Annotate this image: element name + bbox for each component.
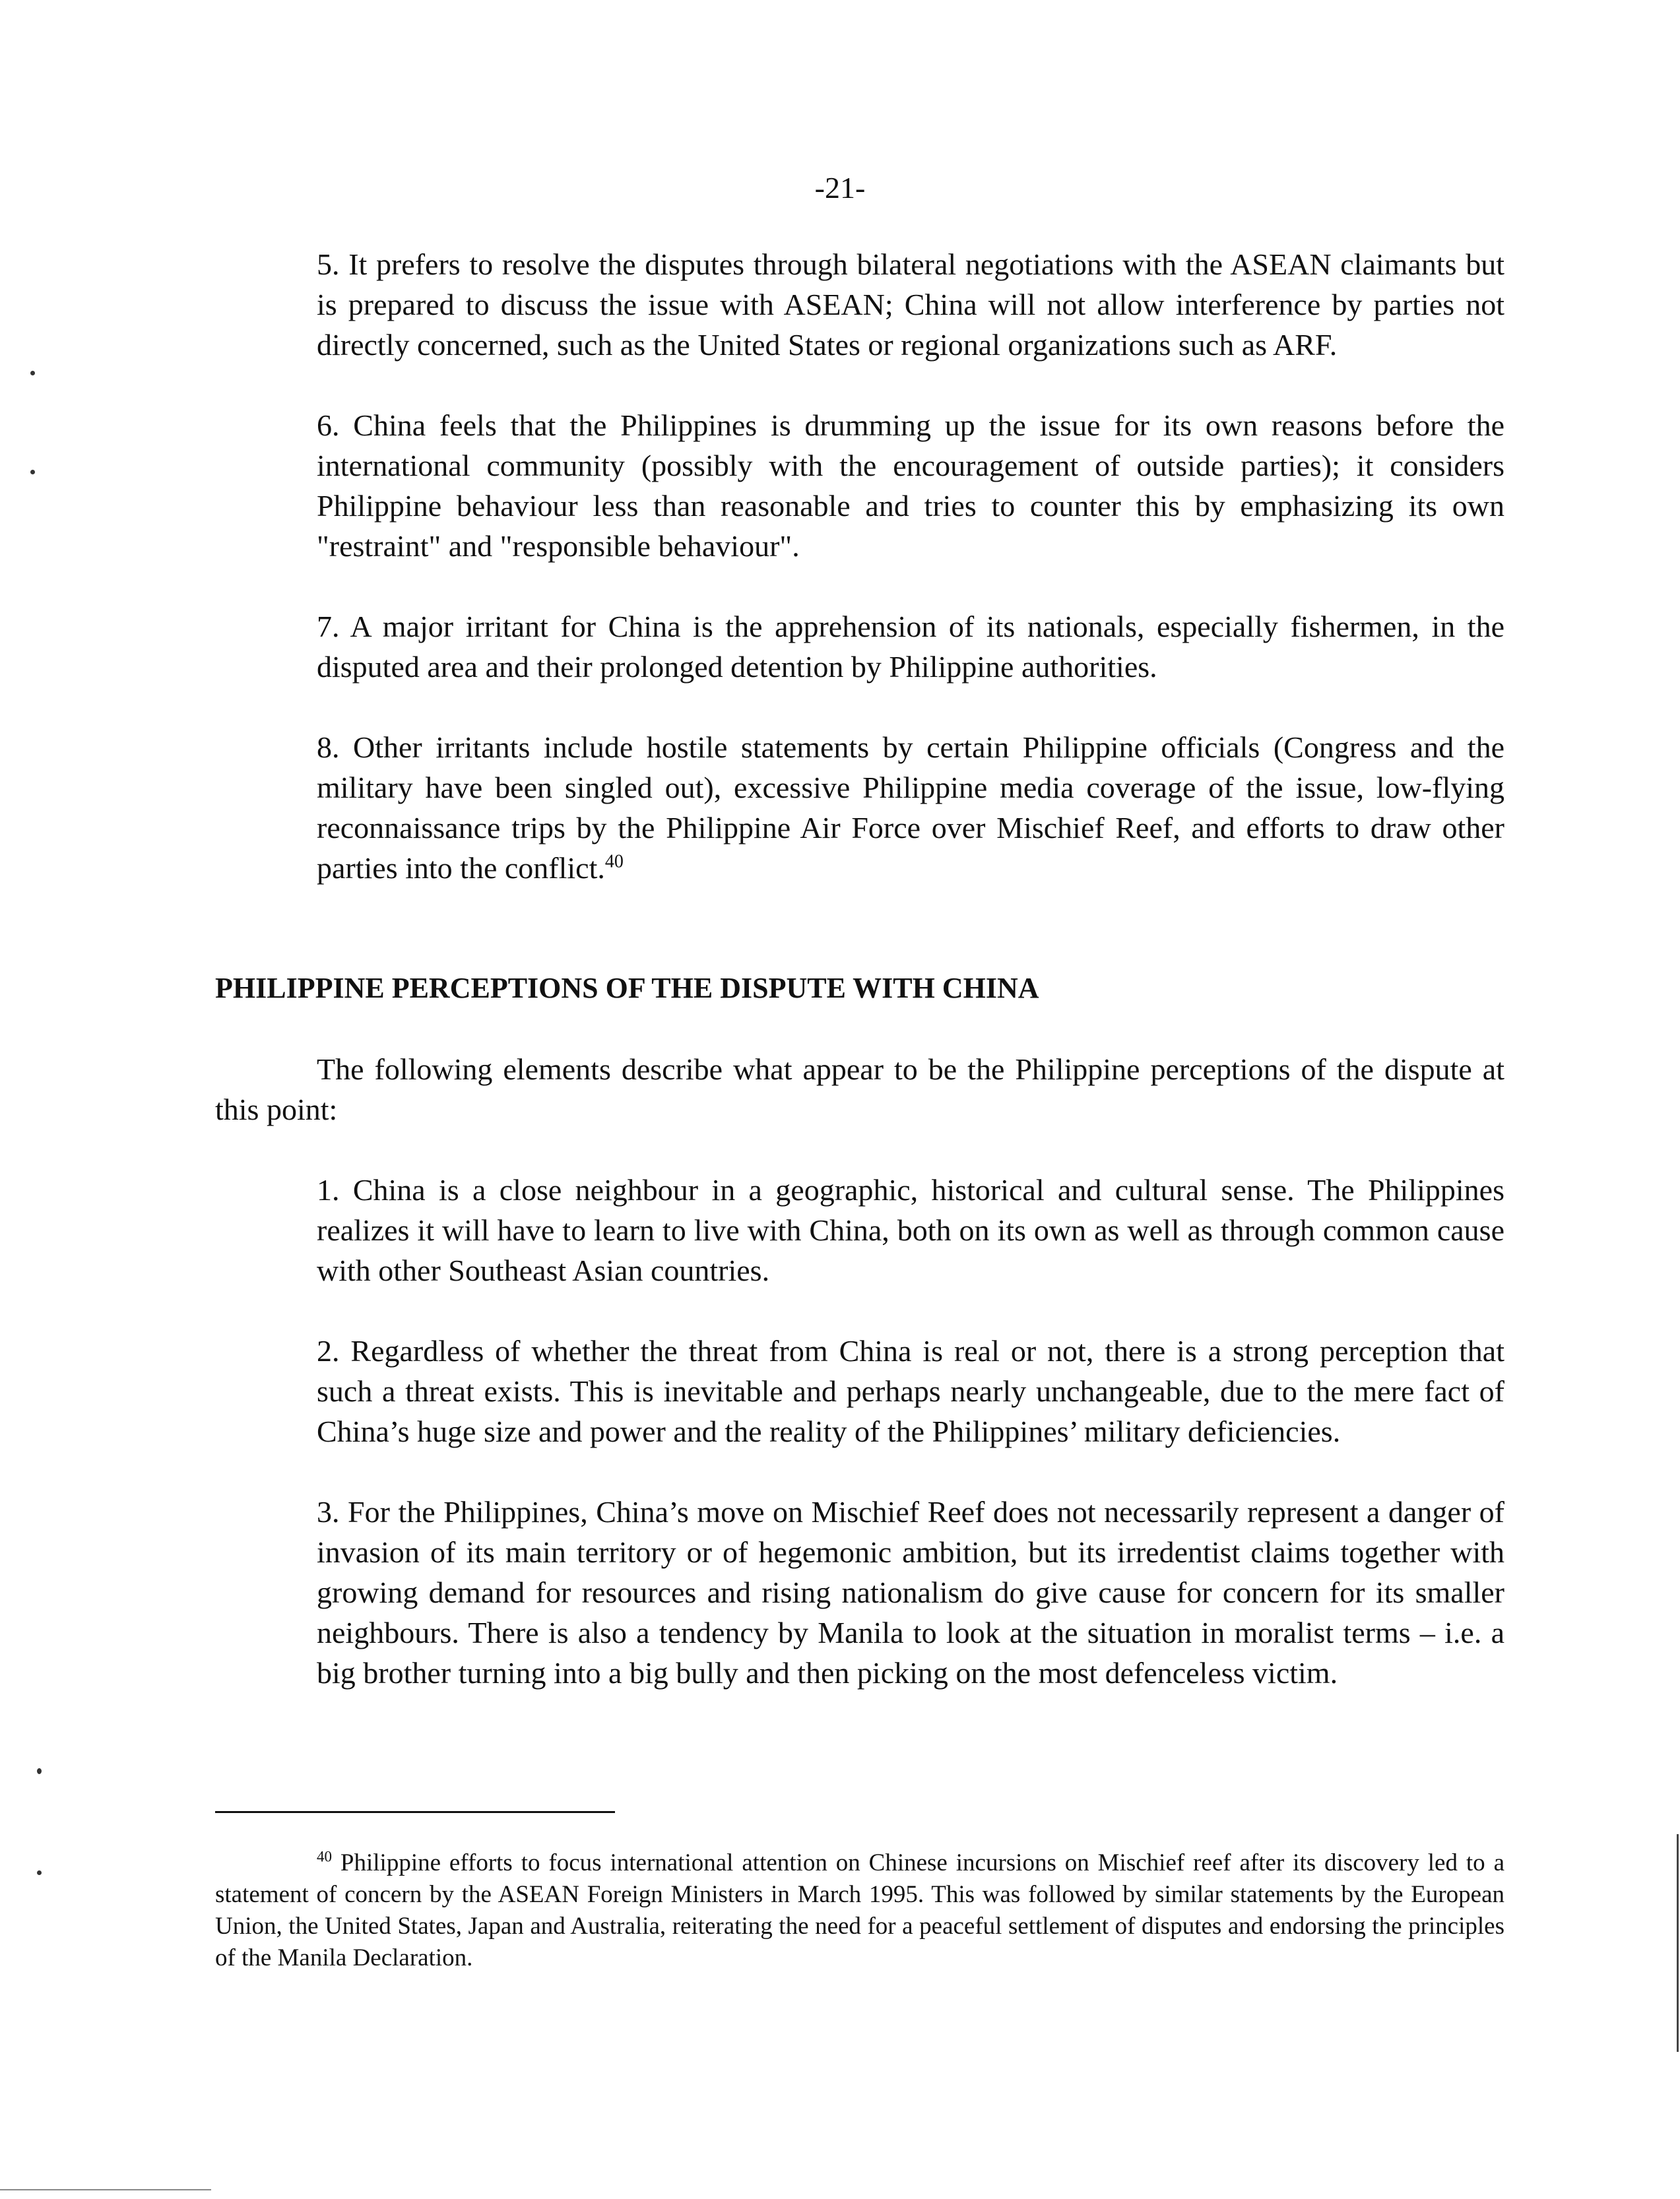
paragraph-item-7 <box>317 606 1504 687</box>
footnote-separator <box>215 1811 615 1813</box>
paragraph-text: 3. For the Philippines, China’s move on Mischief Reef does not necessarily represent a danger of invasion of its main territory or of hegemonic ambition, but its irredentist claims together with growing demand for resources and rising nationalism do give cause for concern for its smaller neighbours. There is also a tendency by Manila to look at the situation in moralist terms – i.e. a big brother turning into a big bully and then picking on the most defenceless victim. <box>317 1495 1504 1690</box>
paragraph-text: 2. Regardless of whether the threat from China is real or not, there is a strong perception that such a threat exists. This is inevitable and perhaps nearly unchangeable, due to the mere fact of China’s huge size and power and the reality of the Philippines’ military deficiencies. <box>317 1334 1504 1448</box>
paragraph-item-3 <box>317 1492 1504 1693</box>
paragraph-item-6 <box>317 405 1504 566</box>
paragraph-text: 7. A major irritant for China is the apprehension of its nationals, especially fishermen, in the disputed area and their prolonged detention by Philippine authorities. <box>317 610 1504 684</box>
scan-edge-line <box>0 2189 211 2190</box>
paragraph-item-2 <box>317 1331 1504 1451</box>
scan-edge-line <box>1677 1834 1679 2052</box>
paragraph-text: 6. China feels that the Philippines is drumming up the issue for its own reasons before the international community (possibly with the encouragement of outside parties); it considers Philippine behaviour less than reasonable and tries to counter this by emphasizing its own "restraint" and "responsible behaviour". <box>317 408 1504 563</box>
page-number: -21- <box>814 171 866 205</box>
paragraph-item-5 <box>317 244 1504 365</box>
paragraph-text: 8. Other irritants include hostile statements by certain Philippine officials (Congress and the military have been singled out), excessive Philippine media coverage of the issue, low-flying reconnaissance trips by the Philippine Air Force over Mischief Reef, and efforts to draw other parties into the conflict. <box>317 730 1504 885</box>
scan-speck <box>30 470 35 474</box>
footnote <box>215 1847 1504 1974</box>
footnote-text: Philippine efforts to focus international attention on Chinese incursions on Mischief reef after its discovery led to a statement of concern by the ASEAN Foreign Ministers in March 1995. This was followed by similar statements by the European Union, the United States, Japan and Australia, reiterating the need for a peaceful settlement of disputes and endorsing the principles of the Manila Declaration. <box>215 1849 1504 1971</box>
intro-paragraph: The following elements describe what appear to be the Philippine perceptions of the dispute at this point: <box>215 1052 1504 1126</box>
paragraph-item-8 <box>317 727 1504 888</box>
paragraph-item-1 <box>317 1170 1504 1291</box>
scan-speck <box>37 1768 42 1774</box>
scan-speck <box>30 371 35 375</box>
paragraph-text: 1. China is a close neighbour in a geographic, historical and cultural sense. The Philippines realizes it will have to learn to live with China, both on its own as well as through common cause with other Southeast Asian countries. <box>317 1173 1504 1287</box>
scan-speck <box>37 1870 42 1875</box>
footnote-reference[interactable]: 40 <box>604 851 624 872</box>
section-heading: PHILIPPINE PERCEPTIONS OF THE DISPUTE WITH CHINA <box>215 972 1039 1004</box>
footnote-number: 40 <box>317 1848 332 1865</box>
paragraph-text: 5. It prefers to resolve the disputes through bilateral negotiations with the ASEAN claimants but is prepared to discuss the issue with ASEAN; China will not allow interference by parties not directly concerned, such as the United States or regional organizations such as ARF. <box>317 247 1504 362</box>
